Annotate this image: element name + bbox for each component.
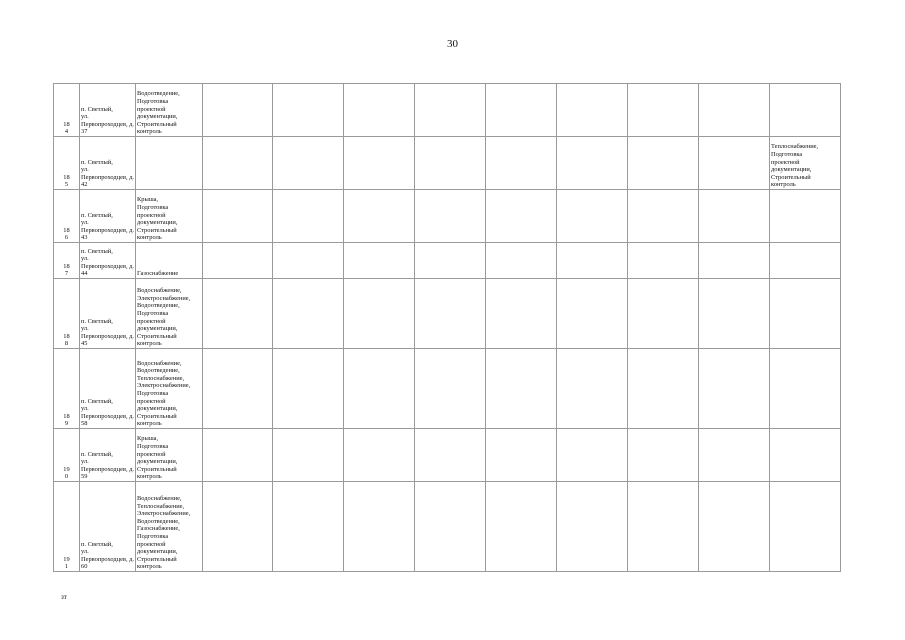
empty-cell xyxy=(203,243,273,279)
row-number-cell xyxy=(54,279,80,349)
row-number-cell xyxy=(54,190,80,243)
empty-cell xyxy=(486,349,557,429)
empty-cell xyxy=(273,190,344,243)
works-cell xyxy=(136,84,203,137)
empty-cell xyxy=(486,190,557,243)
empty-cell xyxy=(415,190,486,243)
empty-cell xyxy=(344,482,415,572)
last-column-cell xyxy=(770,137,841,190)
empty-cell xyxy=(699,190,770,243)
works-cell xyxy=(136,429,203,482)
empty-cell xyxy=(486,243,557,279)
table-row xyxy=(54,190,841,243)
last-column-cell xyxy=(770,349,841,429)
footer-mark: зт xyxy=(61,593,67,601)
address-cell-text: п. Светлый, ул. Первопроходцев, д. 59 xyxy=(81,450,134,481)
empty-cell xyxy=(203,84,273,137)
empty-cell xyxy=(344,84,415,137)
empty-cell xyxy=(273,84,344,137)
empty-cell xyxy=(273,279,344,349)
last-column-cell xyxy=(770,84,841,137)
empty-cell xyxy=(203,190,273,243)
empty-cell xyxy=(415,137,486,190)
last-column-cell-text: Теплоснабжение, Подготовка проектной документации, Строительный контроль xyxy=(771,143,819,189)
works-cell-text: Водоснабжение, Водоотведение, Теплоснабжение, Электроснабжение, Подготовка проектной документации, Строительный контроль xyxy=(137,359,191,428)
row-number-cell-text: 18 9 xyxy=(63,412,70,428)
last-column-cell xyxy=(770,482,841,572)
empty-cell xyxy=(273,349,344,429)
empty-cell xyxy=(699,84,770,137)
address-cell xyxy=(80,190,136,243)
works-cell-text: Крыша, Подготовка проектной документации, Строительный контроль xyxy=(137,435,178,481)
address-cell xyxy=(80,243,136,279)
row-number-cell-text: 18 7 xyxy=(63,262,70,278)
empty-cell xyxy=(557,482,628,572)
row-number-cell-text: 19 0 xyxy=(63,465,70,481)
empty-cell xyxy=(273,243,344,279)
empty-cell xyxy=(273,429,344,482)
works-cell-text: Водоотведение, Подготовка проектной документации, Строительный контроль xyxy=(137,90,180,136)
empty-cell xyxy=(628,190,699,243)
last-column-cell xyxy=(770,190,841,243)
empty-cell xyxy=(344,190,415,243)
address-cell-text: п. Светлый, ул. Первопроходцев, д. 58 xyxy=(81,397,134,428)
empty-cell xyxy=(486,279,557,349)
empty-cell xyxy=(344,349,415,429)
address-cell xyxy=(80,279,136,349)
empty-cell xyxy=(273,137,344,190)
row-number-cell-text: 18 4 xyxy=(63,120,70,136)
works-cell-text: Газоснабжение xyxy=(137,270,179,278)
empty-cell xyxy=(699,482,770,572)
works-cell-text: Водоснабжение, Электроснабжение, Водоотведение, Подготовка проектной документации, Строительный контроль xyxy=(137,287,191,348)
works-cell xyxy=(136,190,203,243)
table-row xyxy=(54,279,841,349)
last-column-cell xyxy=(770,429,841,482)
empty-cell xyxy=(557,279,628,349)
empty-cell xyxy=(628,243,699,279)
empty-cell xyxy=(628,137,699,190)
empty-cell xyxy=(486,482,557,572)
address-cell-text: п. Светлый, ул. Первопроходцев, д. 45 xyxy=(81,317,134,348)
row-number-cell xyxy=(54,349,80,429)
table-row xyxy=(54,243,841,279)
row-number-cell xyxy=(54,137,80,190)
empty-cell xyxy=(486,137,557,190)
empty-cell xyxy=(203,482,273,572)
last-column-cell xyxy=(770,279,841,349)
table-row xyxy=(54,137,841,190)
works-cell xyxy=(136,349,203,429)
row-number-cell-text: 19 1 xyxy=(63,555,70,571)
empty-cell xyxy=(344,137,415,190)
empty-cell xyxy=(628,84,699,137)
row-number-cell xyxy=(54,482,80,572)
works-cell xyxy=(136,243,203,279)
address-cell xyxy=(80,482,136,572)
address-cell-text: п. Светлый, ул. Первопроходцев, д. 60 xyxy=(81,540,134,571)
empty-cell xyxy=(699,137,770,190)
empty-cell xyxy=(486,84,557,137)
empty-cell xyxy=(628,279,699,349)
address-cell-text: п. Светлый, ул. Первопроходцев, д. 37 xyxy=(81,105,134,136)
address-cell xyxy=(80,429,136,482)
empty-cell xyxy=(557,243,628,279)
row-number-cell xyxy=(54,84,80,137)
empty-cell xyxy=(203,279,273,349)
empty-cell xyxy=(415,279,486,349)
empty-cell xyxy=(557,190,628,243)
works-cell xyxy=(136,137,203,190)
address-cell xyxy=(80,84,136,137)
row-number-cell-text: 18 8 xyxy=(63,332,70,348)
empty-cell xyxy=(415,482,486,572)
empty-cell xyxy=(628,349,699,429)
empty-cell xyxy=(557,429,628,482)
table-row xyxy=(54,84,841,137)
empty-cell xyxy=(203,137,273,190)
empty-cell xyxy=(699,349,770,429)
empty-cell xyxy=(415,349,486,429)
address-cell-text: п. Светлый, ул. Первопроходцев, д. 42 xyxy=(81,158,134,189)
works-cell xyxy=(136,279,203,349)
address-cell xyxy=(80,137,136,190)
page-number: 30 xyxy=(447,38,458,50)
works-cell-text: Крыша, Подготовка проектной документации, Строительный контроль xyxy=(137,196,178,242)
row-number-cell-text: 18 5 xyxy=(63,173,70,189)
empty-cell xyxy=(699,243,770,279)
row-number-cell-text: 18 6 xyxy=(63,226,70,242)
empty-cell xyxy=(699,429,770,482)
empty-cell xyxy=(273,482,344,572)
empty-cell xyxy=(557,84,628,137)
empty-cell xyxy=(203,429,273,482)
empty-cell xyxy=(415,84,486,137)
empty-cell xyxy=(415,429,486,482)
empty-cell xyxy=(344,279,415,349)
table-row xyxy=(54,482,841,572)
row-number-cell xyxy=(54,429,80,482)
empty-cell xyxy=(203,349,273,429)
empty-cell xyxy=(699,279,770,349)
address-cell xyxy=(80,349,136,429)
address-cell-text: п. Светлый, ул. Первопроходцев, д. 43 xyxy=(81,211,134,242)
empty-cell xyxy=(557,349,628,429)
empty-cell xyxy=(344,429,415,482)
row-number-cell xyxy=(54,243,80,279)
address-cell-text: п. Светлый, ул. Первопроходцев, д. 44 xyxy=(81,247,134,278)
empty-cell xyxy=(628,429,699,482)
works-cell xyxy=(136,482,203,572)
last-column-cell xyxy=(770,243,841,279)
empty-cell xyxy=(415,243,486,279)
table-row xyxy=(54,429,841,482)
empty-cell xyxy=(486,429,557,482)
table-row xyxy=(54,349,841,429)
works-table xyxy=(53,83,841,572)
empty-cell xyxy=(344,243,415,279)
empty-cell xyxy=(628,482,699,572)
works-cell-text: Водоснабжение, Теплоснабжение, Электроснабжение, Водоотведение, Газоснабжение, Подготовка проектной документации, Строительный контроль xyxy=(137,495,191,571)
empty-cell xyxy=(557,137,628,190)
